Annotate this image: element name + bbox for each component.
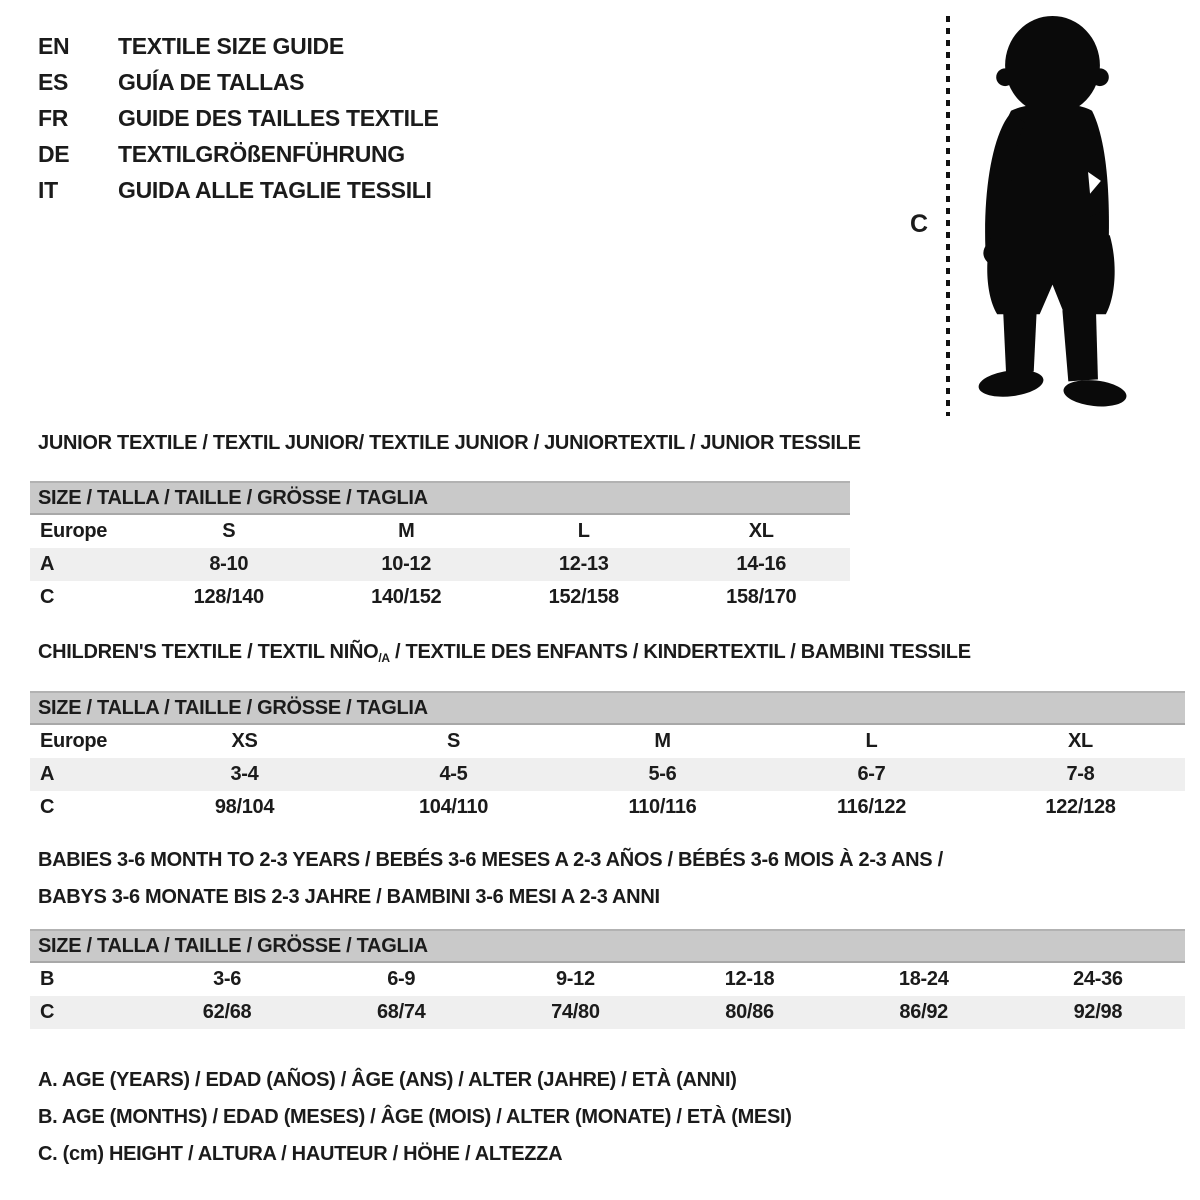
height-measure-figure	[880, 0, 1200, 430]
babies-section-title-line1: BABIES 3-6 MONTH TO 2-3 YEARS / BEBÉS 3-6 MESES A 2-3 AÑOS / BÉBÉS 3-6 MOIS À 2-3 ANS /	[38, 849, 943, 871]
months-cell: 12-18	[724, 968, 775, 990]
language-code: ES	[38, 69, 69, 95]
row-label: A	[40, 763, 55, 785]
language-label: TEXTILGRÖßENFÜHRUNG	[118, 141, 405, 167]
row-label: C	[40, 586, 55, 608]
height-cell: 80/86	[725, 1001, 774, 1023]
height-cell: 152/158	[548, 586, 619, 608]
junior-section-title: JUNIOR TEXTILE / TEXTIL JUNIOR/ TEXTILE JUNIOR / JUNIORTEXTIL / JUNIOR TESSILE	[38, 432, 861, 454]
size-cell: M	[654, 730, 671, 752]
language-row	[38, 64, 439, 100]
table-row-height	[30, 581, 850, 614]
age-cell: 5-6	[648, 763, 677, 785]
age-cell: 4-5	[439, 763, 468, 785]
children-title-sub: /A	[378, 651, 390, 665]
row-label: C	[40, 1001, 55, 1023]
legend-note-age-months: B. AGE (MONTHS) / EDAD (MESES) / ÂGE (MOIS) / ALTER (MONATE) / ETÀ (MESI)	[38, 1106, 792, 1128]
row-label: B	[40, 968, 55, 990]
table-row-europe	[30, 514, 850, 548]
table-row-height	[30, 996, 1185, 1029]
height-cell: 158/170	[726, 586, 797, 608]
size-table-header: SIZE / TALLA / TAILLE / GRÖSSE / TAGLIA	[30, 930, 1185, 962]
height-cell: 92/98	[1073, 1001, 1123, 1023]
language-code: IT	[38, 177, 58, 203]
height-cell: 98/104	[214, 796, 275, 818]
toddler-silhouette-icon	[958, 14, 1148, 414]
row-label: C	[40, 796, 55, 818]
months-cell: 3-6	[213, 968, 242, 990]
language-label: GUIDA ALLE TAGLIE TESSILI	[118, 177, 432, 203]
size-cell: M	[398, 520, 415, 542]
children-size-table	[30, 691, 1185, 824]
children-title-suffix: / TEXTILE DES ENFANTS / KINDERTEXTIL / BAMBINI TESSILE	[389, 641, 971, 663]
legend-note-age-years: A. AGE (YEARS) / EDAD (AÑOS) / ÂGE (ANS) / ALTER (JAHRE) / ETÀ (ANNI)	[38, 1069, 737, 1091]
language-label: GUIDE DES TAILLES TEXTILE	[118, 105, 439, 131]
children-title-prefix: CHILDREN'S TEXTILE / TEXTIL NIÑO	[38, 641, 379, 663]
height-cell: 116/122	[836, 796, 907, 818]
age-cell: 10-12	[381, 553, 432, 575]
table-row-height	[30, 791, 1185, 824]
language-code: DE	[38, 141, 70, 167]
row-label: A	[40, 553, 55, 575]
legend-note-height: C. (cm) HEIGHT / ALTURA / HAUTEUR / HÖHE / ALTEZZA	[38, 1143, 563, 1165]
age-cell: 6-7	[857, 763, 886, 785]
height-cell: 74/80	[551, 1001, 600, 1023]
table-row-europe	[30, 724, 1185, 758]
language-row	[38, 100, 439, 136]
age-cell: 7-8	[1066, 763, 1095, 785]
language-code: FR	[38, 105, 69, 131]
size-cell: XL	[748, 520, 774, 542]
language-code: EN	[38, 33, 70, 59]
height-measure-dashed-line	[946, 16, 950, 416]
size-table-header: SIZE / TALLA / TAILLE / GRÖSSE / TAGLIA	[30, 482, 850, 514]
language-row	[38, 28, 439, 64]
age-cell: 12-13	[558, 553, 609, 575]
height-cell: 122/128	[1045, 796, 1116, 818]
language-row	[38, 172, 439, 208]
babies-size-table	[30, 929, 1185, 1029]
legend-notes	[38, 1062, 792, 1173]
height-cell: 62/68	[202, 1001, 252, 1023]
age-cell: 3-4	[230, 763, 259, 785]
size-cell: S	[222, 520, 236, 542]
language-row	[38, 136, 439, 172]
height-cell: 86/92	[899, 1001, 948, 1023]
babies-section-title-line2: BABYS 3-6 MONATE BIS 2-3 JAHRE / BAMBINI 3-6 MESI A 2-3 ANNI	[38, 886, 660, 908]
size-table-header: SIZE / TALLA / TAILLE / GRÖSSE / TAGLIA	[30, 692, 1185, 724]
height-cell: 110/116	[628, 796, 697, 818]
months-cell: 18-24	[898, 968, 949, 990]
height-cell: 140/152	[371, 586, 442, 608]
months-cell: 9-12	[555, 968, 595, 990]
size-cell: XL	[1068, 730, 1093, 752]
height-cell: 128/140	[193, 586, 264, 608]
age-cell: 14-16	[736, 553, 787, 575]
size-cell: S	[446, 730, 461, 752]
table-row-age	[30, 548, 850, 581]
table-row-months	[30, 962, 1185, 996]
months-cell: 6-9	[387, 968, 416, 990]
language-label: GUÍA DE TALLAS	[118, 69, 305, 95]
junior-size-table	[30, 481, 850, 614]
size-cell: L	[865, 730, 878, 752]
size-cell: L	[577, 520, 590, 542]
table-row-age	[30, 758, 1185, 791]
row-label: Europe	[40, 520, 108, 542]
months-cell: 24-36	[1073, 968, 1123, 990]
age-cell: 8-10	[209, 553, 249, 575]
height-cell: 104/110	[418, 796, 489, 818]
size-cell: XS	[231, 730, 258, 752]
height-measure-label: C	[910, 210, 929, 238]
row-label: Europe	[40, 730, 108, 752]
language-title-list	[38, 28, 439, 208]
height-cell: 68/74	[376, 1001, 426, 1023]
language-label: TEXTILE SIZE GUIDE	[118, 33, 344, 59]
children-section-title	[38, 641, 971, 665]
